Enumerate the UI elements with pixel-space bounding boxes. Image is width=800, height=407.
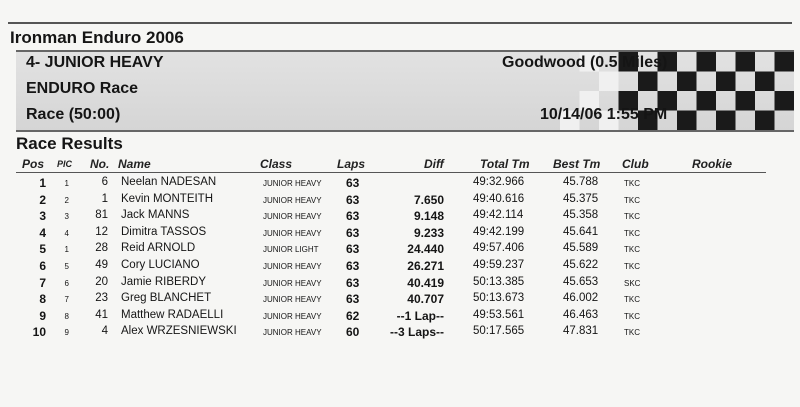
cell-pos: 4 xyxy=(39,225,46,240)
cell-pic: 9 xyxy=(64,328,69,338)
cell-best: 45.622 xyxy=(563,259,599,271)
cell-best: 45.653 xyxy=(563,275,599,288)
cell-no: 23 xyxy=(95,292,108,305)
cell-no: 41 xyxy=(95,308,108,321)
cell-pic: 8 xyxy=(64,311,69,321)
section-title: Race Results xyxy=(16,134,123,153)
cell-total: 49:32.966 xyxy=(473,176,525,188)
cell-no: 12 xyxy=(95,225,108,238)
cell-diff: 40.707 xyxy=(407,292,444,307)
cell-best: 45.358 xyxy=(563,209,599,222)
table-row xyxy=(0,226,800,243)
cell-best: 46.463 xyxy=(563,308,599,321)
cell-name: Cory LUCIANO xyxy=(121,259,200,271)
header-rule xyxy=(16,172,766,173)
col-best: Best Tm xyxy=(553,157,601,171)
cell-total: 50:13.673 xyxy=(473,292,525,305)
cell-pos: 6 xyxy=(39,259,46,273)
cell-class: JUNIOR HEAVY xyxy=(263,179,322,188)
col-rookie: Rookie xyxy=(692,157,733,171)
table-row xyxy=(0,193,800,210)
cell-name: Alex WRZESNIEWSKI xyxy=(121,325,237,338)
cell-name: Kevin MONTEITH xyxy=(121,192,214,205)
col-pos: Pos xyxy=(22,157,45,171)
class-line: 4- JUNIOR HEAVY xyxy=(26,54,164,71)
cell-total: 49:40.616 xyxy=(473,192,525,205)
cell-total: 49:53.561 xyxy=(473,308,525,321)
table-row xyxy=(0,325,800,342)
cell-pic: 6 xyxy=(64,278,69,288)
cell-club: TKC xyxy=(624,212,640,222)
cell-name: Reid ARNOLD xyxy=(121,242,196,255)
cell-laps: 63 xyxy=(346,176,360,190)
cell-pos: 7 xyxy=(39,275,46,290)
table-row xyxy=(0,176,800,193)
cell-best: 45.375 xyxy=(563,192,599,205)
cell-club: TKC xyxy=(624,245,640,255)
cell-no: 81 xyxy=(95,209,108,222)
race-type: ENDURO Race xyxy=(26,80,139,97)
cell-diff: 7.650 xyxy=(413,192,444,207)
track-name: Goodwood (0.5 Miles) xyxy=(502,54,668,71)
cell-class: JUNIOR HEAVY xyxy=(263,195,322,205)
cell-diff: 24.440 xyxy=(407,242,444,257)
cell-total: 49:42.114 xyxy=(473,209,524,222)
cell-club: TKC xyxy=(624,262,640,271)
cell-diff: 9.148 xyxy=(413,209,444,224)
cell-pos: 5 xyxy=(39,242,46,257)
cell-no: 49 xyxy=(95,259,108,271)
cell-name: Jamie RIBERDY xyxy=(121,275,206,288)
cell-best: 47.831 xyxy=(563,325,599,338)
cell-club: TKC xyxy=(624,295,640,305)
cell-no: 4 xyxy=(101,325,108,338)
cell-diff: 9.233 xyxy=(413,225,444,240)
table-row xyxy=(0,209,800,226)
cell-pos: 8 xyxy=(39,292,46,307)
cell-total: 49:57.406 xyxy=(473,242,525,255)
cell-pos: 9 xyxy=(39,308,46,323)
cell-laps: 63 xyxy=(346,225,360,240)
cell-best: 45.641 xyxy=(563,225,599,238)
top-rule xyxy=(8,22,792,24)
cell-class: JUNIOR LIGHT xyxy=(263,245,319,255)
cell-class: JUNIOR HEAVY xyxy=(263,295,322,305)
col-total: Total Tm xyxy=(480,157,530,171)
cell-club: SKC xyxy=(624,278,641,288)
cell-total: 49:59.237 xyxy=(473,259,525,271)
cell-laps: 60 xyxy=(346,325,360,340)
cell-club: TKC xyxy=(624,195,640,205)
cell-name: Matthew RADAELLI xyxy=(121,308,224,321)
cell-laps: 63 xyxy=(346,242,360,257)
cell-no: 20 xyxy=(95,275,108,288)
table-row xyxy=(0,259,800,276)
cell-name: Neelan NADESAN xyxy=(121,176,217,188)
cell-name: Dimitra TASSOS xyxy=(121,225,207,238)
col-name: Name xyxy=(118,157,151,171)
cell-pos: 10 xyxy=(32,325,46,340)
cell-pic: 1 xyxy=(64,245,69,255)
cell-pic: 3 xyxy=(64,212,69,222)
cell-class: JUNIOR HEAVY xyxy=(263,262,322,271)
race-header xyxy=(16,50,794,132)
cell-pos: 1 xyxy=(39,176,46,190)
col-pic: PIC xyxy=(57,159,73,169)
cell-total: 49:42.199 xyxy=(473,225,525,238)
cell-name: Greg BLANCHET xyxy=(121,292,212,305)
col-no: No. xyxy=(90,157,110,171)
cell-class: JUNIOR HEAVY xyxy=(263,278,322,288)
cell-best: 45.788 xyxy=(563,176,599,188)
cell-name: Jack MANNS xyxy=(121,209,190,222)
cell-club: TKC xyxy=(624,179,640,188)
race-datetime: 10/14/06 1:55 PM xyxy=(540,106,668,123)
cell-laps: 63 xyxy=(346,275,360,290)
cell-best: 45.589 xyxy=(563,242,599,255)
cell-club: TKC xyxy=(624,311,640,321)
cell-pic: 2 xyxy=(64,195,69,205)
event-title: Ironman Enduro 2006 xyxy=(10,28,184,47)
cell-pic: 5 xyxy=(64,262,69,271)
cell-diff: --3 Laps-- xyxy=(390,325,444,340)
cell-pos: 3 xyxy=(39,209,46,224)
cell-laps: 62 xyxy=(346,308,360,323)
table-row xyxy=(0,276,800,293)
cell-class: JUNIOR HEAVY xyxy=(263,328,322,338)
table-row xyxy=(0,292,800,309)
cell-laps: 63 xyxy=(346,292,360,307)
cell-diff: 40.419 xyxy=(407,275,444,290)
cell-no: 28 xyxy=(95,242,108,255)
table-row xyxy=(0,242,800,259)
cell-class: JUNIOR HEAVY xyxy=(263,311,322,321)
race-length: Race (50:00) xyxy=(26,106,121,123)
col-laps: Laps xyxy=(337,157,366,171)
cell-club: TKC xyxy=(624,328,640,338)
cell-class: JUNIOR HEAVY xyxy=(263,212,322,222)
cell-pic: 4 xyxy=(64,228,69,238)
cell-no: 6 xyxy=(101,176,108,188)
cell-laps: 63 xyxy=(346,209,360,224)
cell-diff: 26.271 xyxy=(407,259,444,273)
cell-class: JUNIOR HEAVY xyxy=(263,228,322,238)
cell-pos: 2 xyxy=(39,192,46,207)
cell-laps: 63 xyxy=(346,192,360,207)
cell-diff: --1 Lap-- xyxy=(396,308,444,323)
cell-pic: 1 xyxy=(64,179,69,188)
col-class: Class xyxy=(260,157,293,171)
col-club: Club xyxy=(622,157,649,171)
col-diff: Diff xyxy=(424,157,444,171)
cell-total: 50:17.565 xyxy=(473,325,525,338)
table-row xyxy=(0,309,800,326)
cell-pic: 7 xyxy=(64,295,69,305)
cell-laps: 63 xyxy=(346,259,360,273)
cell-total: 50:13.385 xyxy=(473,275,525,288)
cell-club: TKC xyxy=(624,228,640,238)
cell-no: 1 xyxy=(101,192,108,205)
cell-best: 46.002 xyxy=(563,292,599,305)
